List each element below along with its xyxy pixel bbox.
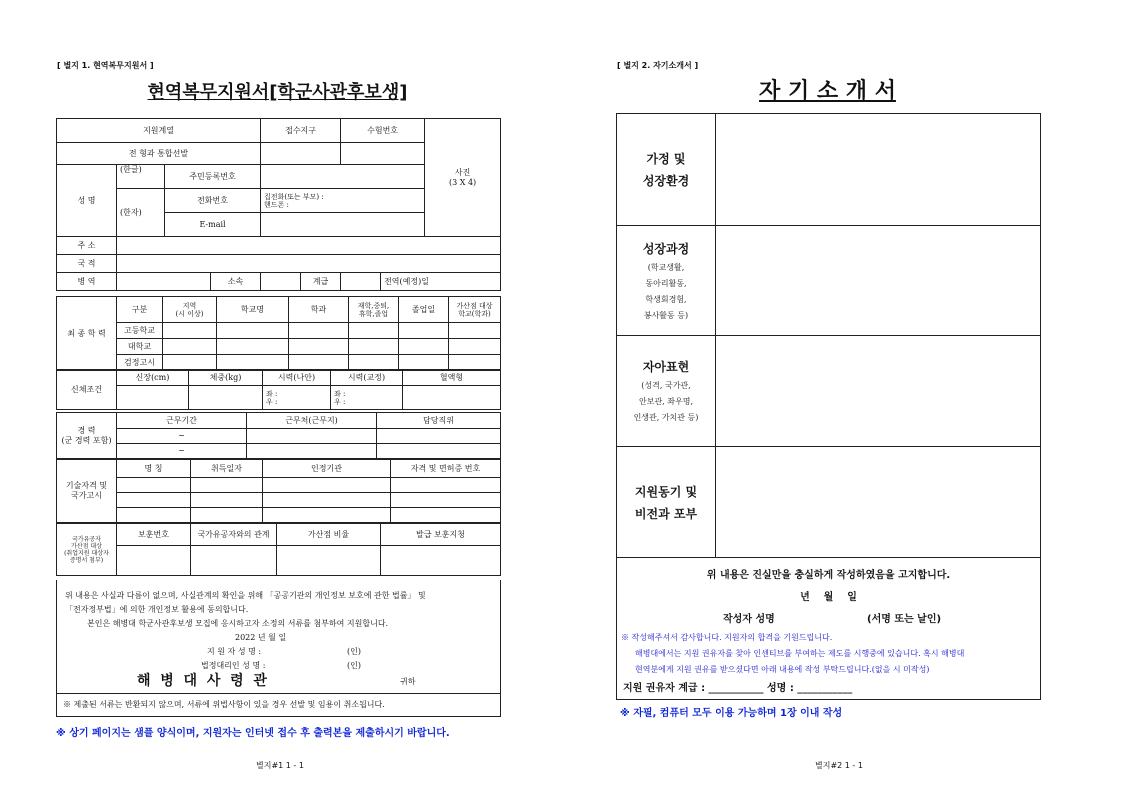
guardian-seal: (인) bbox=[347, 661, 361, 670]
edu-row-university: 대학교 bbox=[117, 339, 163, 355]
license-header-number: 자격 및 면허증 번호 bbox=[391, 460, 501, 478]
applicant-label: 지 원 자 성 명 : bbox=[207, 647, 262, 656]
name-label: 성 명 bbox=[57, 165, 117, 237]
phone-input[interactable] bbox=[261, 189, 425, 213]
photo-size: (3 X 4) bbox=[448, 177, 477, 187]
section-family[interactable] bbox=[617, 114, 1040, 225]
license-label: 기술자격 및 국가고시 bbox=[57, 460, 117, 523]
left-header-label: [ 별지 1. 현역복무지원서 ] bbox=[57, 61, 154, 70]
application-form-table bbox=[56, 118, 501, 291]
name-hangul-label: (한글) bbox=[117, 165, 165, 189]
phys-header-blood: 혈액형 bbox=[403, 370, 501, 386]
field-exam-number: 수험번호 bbox=[341, 119, 425, 143]
section-motivation[interactable] bbox=[617, 446, 1040, 558]
license-header-name: 명 칭 bbox=[117, 460, 191, 478]
edu-header-school: 학교명 bbox=[217, 297, 289, 323]
right-header-label: [ 별지 2. 자기소개서 ] bbox=[617, 61, 699, 70]
section-family-heading1: 가정 및 bbox=[646, 152, 686, 166]
declaration-date: 2022 년 월 일 bbox=[235, 633, 287, 642]
phys-header-vision-naked: 시력(나안) bbox=[263, 370, 331, 386]
edu-row-ged: 검정고시 bbox=[117, 355, 163, 371]
career-period-2[interactable]: ~ bbox=[117, 444, 247, 459]
email-label: E-mail bbox=[165, 213, 261, 237]
guardian-label: 법정대리인 성 명 : bbox=[201, 661, 266, 670]
license-header-agency: 인정기관 bbox=[263, 460, 391, 478]
edu-header-region: 지역 (시 이상) bbox=[163, 297, 217, 323]
blood-input[interactable] bbox=[403, 386, 501, 410]
section-growth[interactable]: 성장과정 (학교생활, 동아리활동, 학생회경험, 봉사활동 등) bbox=[617, 225, 1040, 336]
edu-header-grad-date: 졸업일 bbox=[399, 297, 449, 323]
section-motivation-heading2: 비전과 포부 bbox=[634, 507, 698, 521]
home-phone-label: 집전화(또는 부모) : bbox=[264, 192, 324, 201]
edu-header-major: 학과 bbox=[289, 297, 349, 323]
input-selection-type[interactable] bbox=[261, 143, 341, 165]
phone-label: 전화번호 bbox=[165, 189, 261, 213]
declaration-line1: 위 내용은 사실과 다름이 없으며, 사실관계의 확인을 위해 「공공기관의 개인정보 보호에 관한 법률」 및 bbox=[65, 591, 426, 600]
mobile-label: 핸드폰 : bbox=[264, 200, 289, 209]
phys-header-vision-corrected: 시력(교정) bbox=[331, 370, 403, 386]
recommender-line[interactable]: 지원 권유자 계급 : ___________ 성명 : ___________ bbox=[623, 683, 853, 694]
patriot-header-ratio: 가산점 비율 bbox=[277, 524, 381, 546]
declaration-line2: 「전자정부법」에 의한 개인정보 활용에 동의합니다. bbox=[65, 605, 249, 614]
edu-header-bonus: 가산점 대상 학교(학과) bbox=[449, 297, 501, 323]
edu-header-type: 구분 bbox=[117, 297, 163, 323]
declaration-box bbox=[56, 580, 501, 694]
left-page-title: 현역복무지원서[학군사관후보생] bbox=[147, 82, 408, 103]
nationality-label: 국 적 bbox=[57, 255, 117, 273]
physical-label: 신체조건 bbox=[57, 370, 117, 410]
thanks-line2: 해병대에서는 지원 권유자를 찾아 인센티브를 부여하는 제도를 시행중에 있습니다. 혹시 해병대 bbox=[635, 649, 965, 658]
military-unit-input[interactable] bbox=[261, 273, 301, 291]
edu-row-highschool: 고등학교 bbox=[117, 323, 163, 339]
section-self-heading: 자아표현 bbox=[642, 360, 690, 374]
applicant-seal: (인) bbox=[347, 647, 361, 656]
field-exam-area: 접수지구 bbox=[261, 119, 341, 143]
weight-input[interactable] bbox=[189, 386, 263, 410]
field-selection-type: 전 형과 통합선발 bbox=[57, 143, 261, 165]
section-self-expression[interactable]: 자아표현 (성격, 국가관, 안보관, 좌우명, 인생관, 가치관 등) bbox=[617, 335, 1040, 447]
author-label: 작성자 성명 bbox=[723, 614, 775, 625]
patriot-table bbox=[56, 523, 501, 576]
author-sign: (서명 또는 날인) bbox=[867, 614, 942, 625]
education-label: 최 종 학 력 bbox=[57, 297, 117, 371]
left-page-footer: 별지#1 1 - 1 bbox=[256, 761, 304, 770]
career-header-period: 근무기간 bbox=[117, 413, 247, 429]
section-growth-heading: 성장과정 bbox=[642, 242, 690, 256]
section-growth-sub: (학교생활, bbox=[647, 263, 685, 272]
career-table bbox=[56, 412, 501, 459]
phys-header-weight: 체중(kg) bbox=[189, 370, 263, 386]
military-discharge-label: 전역(예정)일 bbox=[381, 273, 501, 291]
license-table bbox=[56, 459, 501, 523]
input-selection-extra[interactable] bbox=[341, 143, 425, 165]
address-label: 주 소 bbox=[57, 237, 117, 255]
license-header-date: 취득일자 bbox=[191, 460, 263, 478]
edu-header-status: 재학,중퇴, 휴학,졸업 bbox=[349, 297, 399, 323]
education-table bbox=[56, 296, 501, 371]
patriot-header-office: 발급 보훈지청 bbox=[381, 524, 501, 546]
photo-box[interactable] bbox=[425, 119, 501, 237]
name-hanja-label: (한자) bbox=[117, 189, 165, 237]
section-declaration bbox=[617, 557, 1040, 700]
right-date: 년 월 일 bbox=[800, 592, 857, 603]
left-bottom-note: ※ 상기 페이지는 샘플 양식이며, 지원자는 인터넷 접수 후 출력본을 제출하시기 바랍니다. bbox=[56, 728, 450, 739]
return-notice: ※ 제출된 서류는 반환되지 않으며, 서류에 위법사항이 있을 경우 선발 및 임용이 취소됩니다. bbox=[56, 694, 501, 717]
thanks-line1: ※ 작성해주셔서 감사합니다. 지원자의 합격을 기원드립니다. bbox=[621, 633, 833, 642]
section-family-heading2: 성장환경 bbox=[642, 174, 690, 188]
height-input[interactable] bbox=[117, 386, 189, 410]
right-page-footer: 별지#2 1 - 1 bbox=[815, 761, 863, 770]
vision-corrected-input[interactable]: 좌 : 우 : bbox=[331, 386, 403, 410]
right-page-title: 자 기 소 개 서 bbox=[759, 79, 896, 104]
military-unit-label: 소속 bbox=[211, 273, 261, 291]
rrn-label: 주민등록번호 bbox=[165, 165, 261, 189]
right-bottom-note: ※ 자필, 컴퓨터 모두 이용 가능하며 1장 이내 작성 bbox=[620, 708, 843, 719]
military-rank-label: 계급 bbox=[301, 273, 341, 291]
patriot-header-number: 보훈번호 bbox=[117, 524, 191, 546]
declaration-line3: 본인은 해병대 학군사관후보생 모집에 응시하고자 소정의 서류를 첨부하여 지원합니다. bbox=[87, 619, 389, 628]
thanks-line3: 현역분에게 지원 권유를 받으셨다면 아래 내용에 작성 부탁드립니다.(없을 시 미작성) bbox=[635, 665, 930, 674]
military-label: 병 역 bbox=[57, 273, 117, 291]
patriot-label: 국가유공자 가산점 대상 (취업지원 대상자 증명서 첨부) bbox=[57, 524, 117, 576]
career-period-1[interactable]: ~ bbox=[117, 429, 247, 444]
career-header-position: 담당직위 bbox=[377, 413, 501, 429]
right-declaration: 위 내용은 진실만을 충실하게 작성하였음을 고지합니다. bbox=[706, 570, 951, 581]
recipient: 해 병 대 사 령 관 bbox=[137, 673, 267, 689]
section-motivation-heading1: 지원동기 및 bbox=[634, 485, 698, 499]
military-rank-input[interactable] bbox=[341, 273, 381, 291]
physical-table bbox=[56, 369, 501, 410]
address-input[interactable] bbox=[117, 237, 501, 255]
nationality-input[interactable] bbox=[117, 255, 501, 273]
vision-naked-input[interactable]: 좌 : 우 : bbox=[263, 386, 331, 410]
patriot-header-relation: 국가유공자와의 관계 bbox=[191, 524, 277, 546]
field-apply-track: 지원계열 bbox=[57, 119, 261, 143]
section-self-sub: (성격, 국가관, bbox=[641, 381, 691, 390]
phys-header-height: 신장(cm) bbox=[117, 370, 189, 386]
career-label: 경 력 (군 경력 포함) bbox=[57, 413, 117, 459]
photo-label: 사진 bbox=[454, 167, 471, 177]
recipient-suffix: 귀하 bbox=[400, 677, 416, 686]
rrn-input[interactable] bbox=[261, 165, 425, 189]
career-header-workplace: 근무처(근무지) bbox=[247, 413, 377, 429]
email-input[interactable] bbox=[261, 213, 425, 237]
self-introduction-box bbox=[616, 113, 1041, 700]
